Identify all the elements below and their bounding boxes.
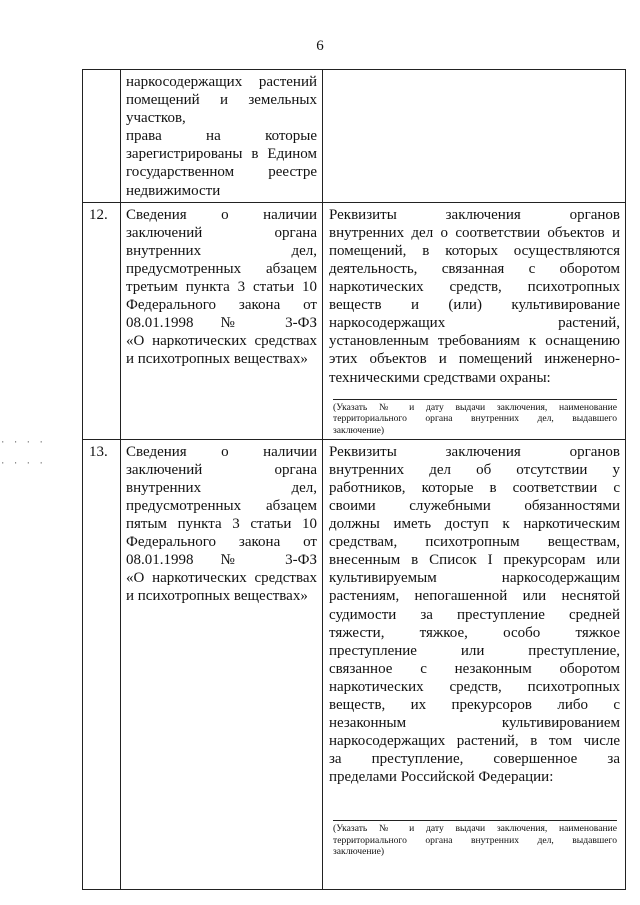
item-name-line: заключений органа bbox=[126, 461, 317, 478]
requisites-line: связанное с незаконным оборотом bbox=[329, 660, 620, 677]
item-name-line: заключений органа bbox=[126, 224, 317, 241]
item-name-line: зарегистрированы в Едином bbox=[126, 146, 317, 163]
fill-in-hint-line: (Указать № и дату выдачи заключения, наименование bbox=[333, 401, 617, 413]
item-name-cell bbox=[121, 70, 323, 203]
item-name-line: права на которые bbox=[126, 128, 317, 145]
row-number: 12. bbox=[83, 202, 121, 439]
fill-in-hint bbox=[333, 823, 617, 858]
requisites-line: своими служебными обязанностями bbox=[329, 497, 620, 514]
fill-in-hint-line: территориального органа внутренних дел, выдавшего bbox=[333, 413, 617, 425]
fill-in-hint-line: территориального органа внутренних дел, выдавшего bbox=[333, 834, 617, 846]
requisites-line: веществ, их прекурсоров либо с bbox=[329, 696, 620, 713]
requisites-line: наркосодержащих растений, bbox=[329, 315, 620, 332]
requisites-line: средствам, психотропным веществам, bbox=[329, 534, 620, 551]
requisites-line: незаконным культивированием bbox=[329, 715, 620, 732]
page-number: 6 bbox=[316, 38, 324, 54]
scan-edge-mark: · · · · bbox=[0, 459, 45, 469]
item-name-line: «О наркотических средствах bbox=[126, 570, 317, 587]
requisites-line: преступление или преступление, bbox=[329, 642, 620, 659]
requisites-line: внутренних дел об отсутствии у bbox=[329, 461, 620, 478]
item-name-cell bbox=[121, 439, 323, 889]
requisites-line: Реквизиты заключения органов bbox=[329, 443, 620, 460]
table-row bbox=[83, 70, 626, 203]
requisites-line: Реквизиты заключения органов bbox=[329, 206, 620, 223]
requisites-line: культивируемым наркосодержащим bbox=[329, 570, 620, 587]
requisites-line: работников, которые в соответствии с bbox=[329, 479, 620, 496]
item-name-line: помещений и земельных bbox=[126, 92, 317, 109]
item-name-line: третьим пункта 3 статьи 10 bbox=[126, 279, 317, 296]
fill-in-hint-line: заключение) bbox=[333, 846, 385, 858]
item-name-line: пятым пункта 3 статьи 10 bbox=[126, 516, 317, 533]
item-name-line: предусмотренных абзацем bbox=[126, 260, 317, 277]
requisites-line: установленным требованиям к оснащению bbox=[329, 333, 620, 350]
item-name-line: Сведения о наличии bbox=[126, 443, 317, 460]
item-name-line: Федерального закона от bbox=[126, 297, 317, 314]
scan-edge-mark: · · · · bbox=[0, 438, 45, 448]
requisites-cell bbox=[323, 202, 626, 439]
requisites-line: за преступление, совершенное за bbox=[329, 751, 620, 768]
requisites-line: помещений, в которых осуществляются bbox=[329, 242, 620, 259]
requisites-line: судимости за преступление средней bbox=[329, 606, 620, 623]
requisites-line: этих объектов и помещений инженерно- bbox=[329, 351, 620, 368]
requisites-line: тяжести, тяжкое, особо тяжкое bbox=[329, 624, 620, 641]
requisites-line: наркотических средств, психотропных bbox=[329, 279, 620, 296]
fill-in-hint-line: (Указать № и дату выдачи заключения, наименование bbox=[333, 823, 617, 835]
item-name-line: внутренних дел, bbox=[126, 242, 317, 259]
item-name-line: Федерального закона от bbox=[126, 534, 317, 551]
requisites-line: должны иметь доступ к наркотическим bbox=[329, 516, 620, 533]
requisites-cell bbox=[323, 439, 626, 889]
requisites-line: наркотических средств, психотропных bbox=[329, 678, 620, 695]
row-number bbox=[83, 70, 121, 203]
fill-in-hint bbox=[333, 402, 617, 437]
row-number: 13. bbox=[83, 439, 121, 889]
item-name-line: предусмотренных абзацем bbox=[126, 497, 317, 514]
table-row bbox=[83, 202, 626, 439]
item-name-line: внутренних дел, bbox=[126, 479, 317, 496]
item-name-cell bbox=[121, 202, 323, 439]
item-name-line: и психотропных веществах» bbox=[126, 588, 308, 605]
fill-in-line bbox=[333, 820, 617, 821]
requisites-line: наркосодержащих растений, в том числе bbox=[329, 733, 620, 750]
requisites-line: внесенным в Список I прекурсорам или bbox=[329, 552, 620, 569]
item-name-line: участков, bbox=[126, 110, 186, 127]
item-name-line: 08.01.1998 № 3-ФЗ bbox=[126, 552, 317, 569]
requisites-line: внутренних дел о соответствии объектов и bbox=[329, 224, 620, 241]
requisites-line: деятельность, связанная с оборотом bbox=[329, 260, 620, 277]
requisites-line: веществ и (или) культивирование bbox=[329, 297, 620, 314]
item-name-line: недвижимости bbox=[126, 182, 221, 199]
fill-in-line bbox=[333, 399, 617, 400]
requisites-cell bbox=[323, 70, 626, 203]
item-name-line: 08.01.1998 № 3-ФЗ bbox=[126, 315, 317, 332]
item-name-line: государственном реестре bbox=[126, 164, 317, 181]
requirements-table bbox=[82, 69, 626, 890]
requisites-line: техническими средствами охраны: bbox=[329, 369, 551, 386]
fill-in-hint-line: заключение) bbox=[333, 424, 385, 436]
table-row bbox=[83, 439, 626, 889]
requisites-line: растениям, непогашенной или неснятой bbox=[329, 588, 620, 605]
item-name-line: и психотропных веществах» bbox=[126, 351, 308, 368]
item-name-line: «О наркотических средствах bbox=[126, 333, 317, 350]
requisites-line: пределами Российской Федерации: bbox=[329, 769, 554, 786]
item-name-line: наркосодержащих растений bbox=[126, 74, 317, 90]
item-name-line: Сведения о наличии bbox=[126, 206, 317, 223]
